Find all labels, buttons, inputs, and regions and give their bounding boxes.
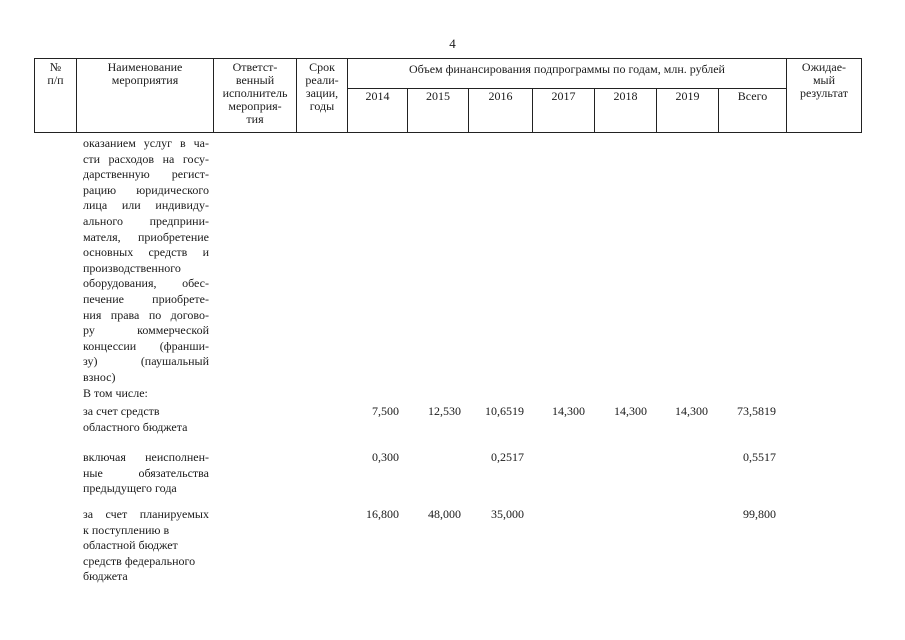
table-bottom-border: [34, 132, 862, 133]
row-label-unfulfilled-obligations: включая неисполнен- ные обязательства предыдущего года: [83, 450, 209, 496]
value-2019: 14,300: [675, 404, 708, 418]
year-2015: 2015: [426, 89, 450, 103]
year-2018: 2018: [613, 89, 638, 103]
header-col-responsible: Ответст- венный исполнитель мероприя- тия: [222, 60, 288, 126]
header-col-funding: Объем финансирования подпрограммы по годам, млн. рублей: [409, 62, 725, 76]
value-total: 0,5517: [743, 450, 776, 464]
header-col-name: Наименование мероприятия: [107, 60, 183, 87]
year-2017: 2017: [551, 89, 576, 103]
including-label: В том числе:: [83, 386, 148, 400]
header-col-term: Срок реали- зации, годы: [305, 60, 339, 113]
row-label-federal-budget: за счет планируемых к поступлению в областной бюджет средств федерального бюджета: [83, 507, 209, 584]
value-2018: 14,300: [614, 404, 647, 418]
value-total: 73,5819: [737, 404, 776, 418]
value-2016: 0,2517: [491, 450, 524, 464]
year-2019: 2019: [675, 89, 700, 103]
value-2014: 0,300: [372, 450, 399, 464]
value-2015: 48,000: [428, 507, 461, 521]
year-total: Всего: [737, 89, 768, 103]
year-2014: 2014: [365, 89, 390, 103]
value-2016: 35,000: [491, 507, 524, 521]
row-label-regional-budget: за счет средств областного бюджета: [83, 404, 188, 434]
header-col-number: № п/п: [47, 60, 64, 87]
table-top-border: [34, 58, 862, 59]
value-2014: 7,500: [372, 404, 399, 418]
activity-description: оказанием услуг в ча- сти расходов на госу- дарственную регист- рацию юридического лица или индивиду- ального предприни- мателя, приобретение основных средств и производственного оборудования, обес- печение приобрете- ния права по догово- ру коммерческой концессии (франши- зу) (паушальный взнос): [83, 136, 209, 384]
value-2017: 14,300: [552, 404, 585, 418]
value-2014: 16,800: [366, 507, 399, 521]
value-2015: 12,530: [428, 404, 461, 418]
value-total: 99,800: [743, 507, 776, 521]
col-border: [861, 58, 862, 133]
header-col-result: Ожидае- мый результат: [799, 60, 849, 100]
page-number: 4: [449, 36, 456, 51]
value-2016: 10,6519: [485, 404, 524, 418]
year-2016: 2016: [488, 89, 513, 103]
